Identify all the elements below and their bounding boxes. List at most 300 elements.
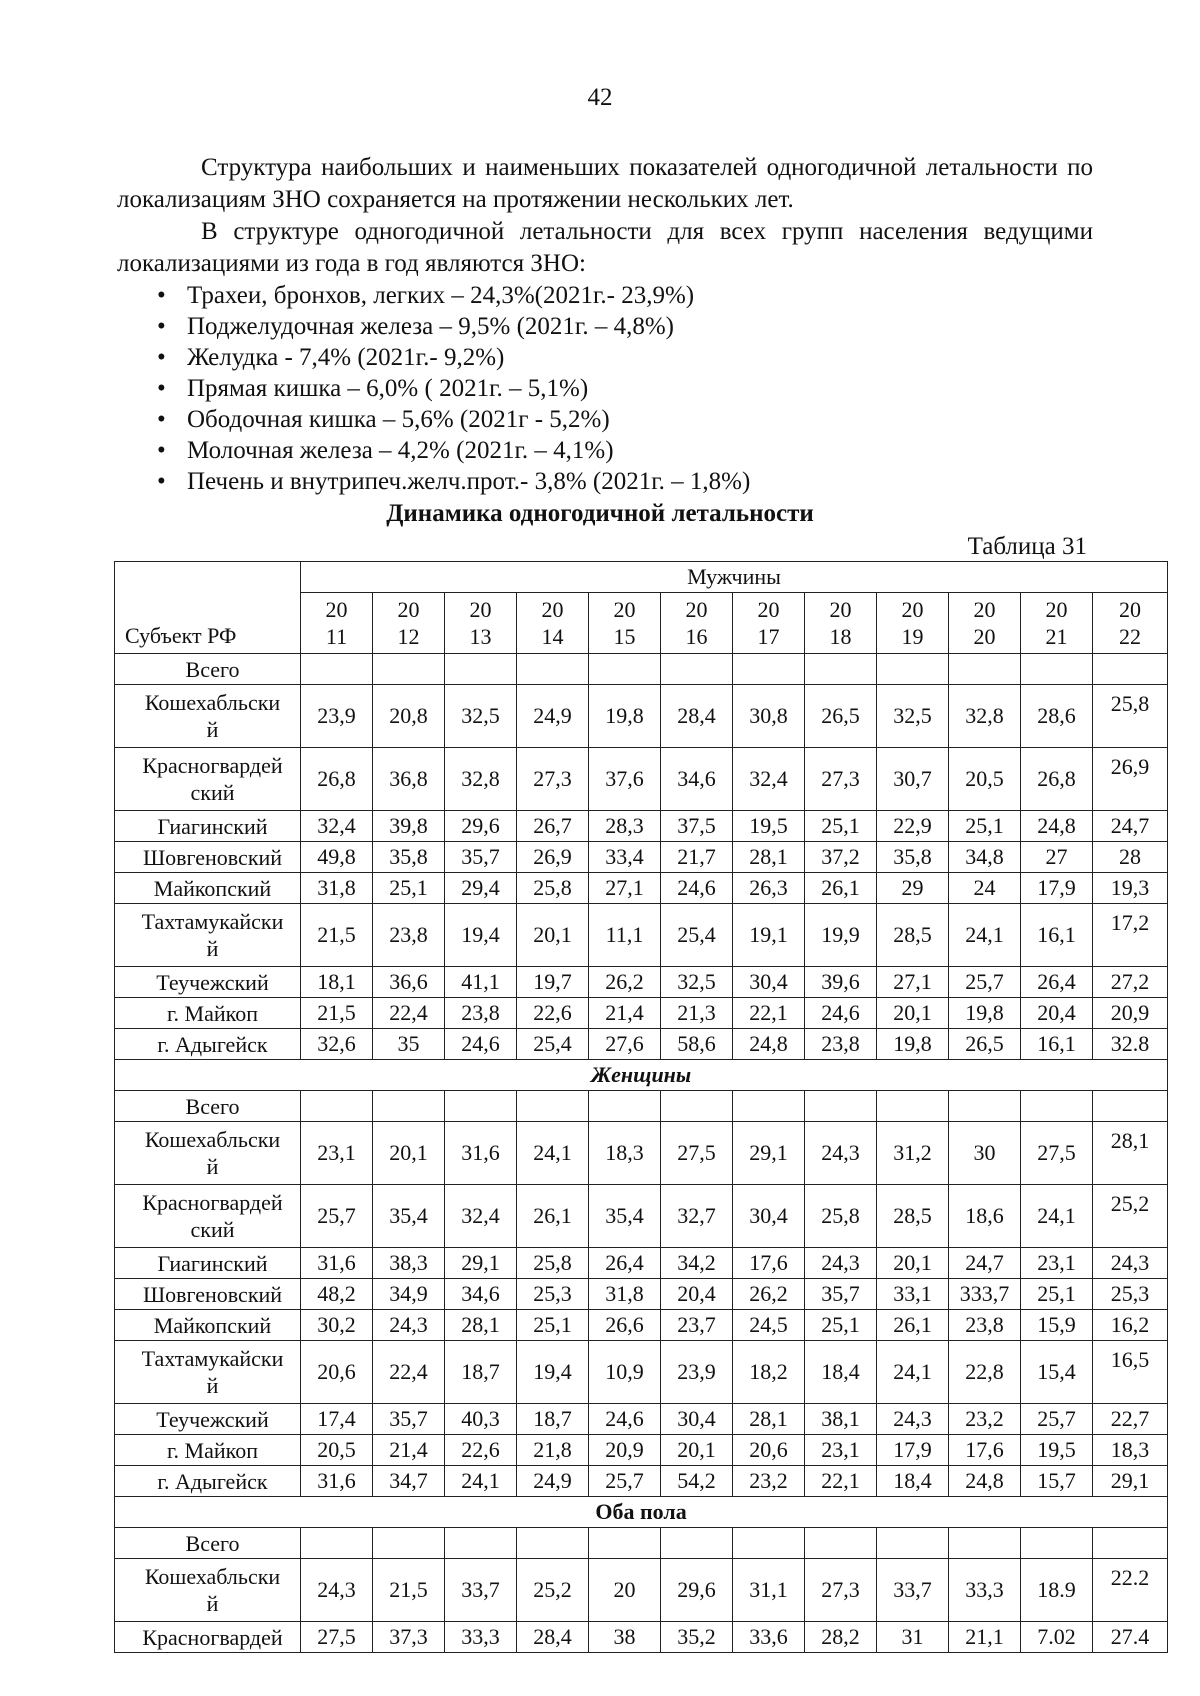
table-cell: 22,7 xyxy=(1093,1404,1168,1435)
table-cell: 20,4 xyxy=(1021,998,1093,1029)
table-cell xyxy=(1093,1091,1168,1122)
table-cell xyxy=(1093,1528,1168,1559)
table-cell: 35,8 xyxy=(373,842,445,873)
table-row xyxy=(115,654,1168,685)
table-cell xyxy=(589,1091,661,1122)
table-cell xyxy=(517,1528,589,1559)
table-cell: 38 xyxy=(589,1622,661,1653)
table-cell: 10,9 xyxy=(589,1341,661,1404)
table-row xyxy=(115,842,1168,873)
table-cell: 21,4 xyxy=(373,1435,445,1466)
table-cell: 24,7 xyxy=(1093,811,1168,842)
year-header-bottom: 22 xyxy=(1119,624,1142,649)
table-cell: 37,3 xyxy=(373,1622,445,1653)
year-header-bottom: 20 xyxy=(973,624,996,649)
table-cell: 26,8 xyxy=(1021,748,1093,811)
table-cell: 20,9 xyxy=(589,1435,661,1466)
table-cell: 20,1 xyxy=(373,1122,445,1185)
table-cell: 19,4 xyxy=(445,904,517,967)
row-name-line: й xyxy=(206,1591,219,1616)
table-cell: 26,2 xyxy=(733,1279,805,1310)
table-cell: 27,5 xyxy=(301,1622,373,1653)
table-cell: 26,9 xyxy=(517,842,589,873)
year-header xyxy=(661,593,733,654)
table-row xyxy=(115,1185,1168,1248)
table-cell: 28,6 xyxy=(1021,685,1093,748)
table-cell: 32,8 xyxy=(949,685,1021,748)
table-header-row xyxy=(115,562,1168,593)
intro-text xyxy=(117,152,1093,497)
row-name xyxy=(115,685,301,748)
table-cell: 15,7 xyxy=(1021,1466,1093,1497)
table-cell: 36,8 xyxy=(373,748,445,811)
table-cell: 34,6 xyxy=(661,748,733,811)
year-header-bottom: 19 xyxy=(901,624,924,649)
row-name: г. Майкоп xyxy=(115,998,301,1029)
table-cell: 34,6 xyxy=(445,1279,517,1310)
year-header-bottom: 17 xyxy=(757,624,780,649)
table-cell: 25,8 xyxy=(517,1248,589,1279)
year-header-bottom: 13 xyxy=(469,624,492,649)
table-cell xyxy=(661,1528,733,1559)
table-cell: 28,4 xyxy=(517,1622,589,1653)
table-cell: 24,6 xyxy=(589,1404,661,1435)
table-row xyxy=(115,998,1168,1029)
table-cell xyxy=(661,1091,733,1122)
row-name xyxy=(115,1559,301,1622)
table-cell: 26,1 xyxy=(877,1310,949,1341)
table-cell xyxy=(949,1091,1021,1122)
table-cell xyxy=(877,654,949,685)
row-name: Теучежский xyxy=(115,967,301,998)
table-cell: 24,1 xyxy=(517,1122,589,1185)
row-name xyxy=(115,904,301,967)
table-cell: 19,8 xyxy=(877,1029,949,1060)
table-cell: 11,1 xyxy=(589,904,661,967)
row-name-line: й xyxy=(206,936,219,961)
table-cell: 28,1 xyxy=(445,1310,517,1341)
year-header-bottom: 21 xyxy=(1045,624,1068,649)
year-header xyxy=(733,593,805,654)
table-cell xyxy=(589,654,661,685)
row-name-line: ский xyxy=(190,780,235,805)
table-cell xyxy=(733,1528,805,1559)
year-header-bottom: 12 xyxy=(397,624,420,649)
table-cell: 20 xyxy=(589,1559,661,1622)
table-cell: 34,8 xyxy=(949,842,1021,873)
table-cell: 37,6 xyxy=(589,748,661,811)
table-cell: 33,4 xyxy=(589,842,661,873)
table-cell: 18,3 xyxy=(1093,1435,1168,1466)
table-cell: 24,1 xyxy=(949,904,1021,967)
table-cell: 34,9 xyxy=(373,1279,445,1310)
table-cell xyxy=(877,1528,949,1559)
table-cell: 22,6 xyxy=(517,998,589,1029)
table-cell: 27,1 xyxy=(589,873,661,904)
table-cell: 35,4 xyxy=(373,1185,445,1248)
table-cell xyxy=(1021,654,1093,685)
table-cell: 25,1 xyxy=(805,811,877,842)
table-cell: 26,7 xyxy=(517,811,589,842)
table-cell: 333,7 xyxy=(949,1279,1021,1310)
section-header: Оба пола xyxy=(115,1497,1168,1528)
table-cell: 19,5 xyxy=(733,811,805,842)
table-row xyxy=(115,1404,1168,1435)
table-cell: 25,8 xyxy=(1093,685,1168,748)
year-header-top: 20 xyxy=(1045,597,1068,622)
table-cell: 18.9 xyxy=(1021,1559,1093,1622)
year-header-bottom: 14 xyxy=(541,624,564,649)
table-cell: 35 xyxy=(373,1029,445,1060)
year-header xyxy=(301,593,373,654)
table-cell: 15,9 xyxy=(1021,1310,1093,1341)
table-cell: 30,4 xyxy=(733,967,805,998)
table-cell: 19,5 xyxy=(1021,1435,1093,1466)
table-cell: 25,1 xyxy=(1021,1279,1093,1310)
table-cell: 34,2 xyxy=(661,1248,733,1279)
year-header xyxy=(805,593,877,654)
table-cell: 20,8 xyxy=(373,685,445,748)
table-cell: 28,1 xyxy=(733,842,805,873)
table-cell: 20,6 xyxy=(301,1341,373,1404)
table-cell: 24,6 xyxy=(661,873,733,904)
table-cell: 32,8 xyxy=(445,748,517,811)
table-row xyxy=(115,873,1168,904)
table-cell xyxy=(373,1091,445,1122)
year-header-bottom: 11 xyxy=(325,624,348,649)
year-header-top: 20 xyxy=(613,597,636,622)
table-cell: 19,8 xyxy=(589,685,661,748)
table-row xyxy=(115,1528,1168,1559)
year-header xyxy=(373,593,445,654)
table-cell xyxy=(301,654,373,685)
list-item: • Поджелудочная железа – 9,5% (2021г. – 4,8%) xyxy=(157,311,1093,342)
table-cell: 16,1 xyxy=(1021,904,1093,967)
table-cell: 22,1 xyxy=(733,998,805,1029)
table-row xyxy=(115,1341,1168,1404)
table-cell: 33,7 xyxy=(877,1559,949,1622)
table-cell: 26,8 xyxy=(301,748,373,811)
row-name-line: Красногвардей xyxy=(142,753,283,778)
row-name-line: й xyxy=(206,1373,219,1398)
table-cell xyxy=(373,654,445,685)
table-cell xyxy=(445,1528,517,1559)
table-cell: 32.8 xyxy=(1093,1029,1168,1060)
table-cell: 24,1 xyxy=(877,1341,949,1404)
table-cell: 31,2 xyxy=(877,1122,949,1185)
table-cell: 18,4 xyxy=(805,1341,877,1404)
table-cell: 28 xyxy=(1093,842,1168,873)
table-cell: 20,1 xyxy=(661,1435,733,1466)
table-cell: 32,6 xyxy=(301,1029,373,1060)
table-row xyxy=(115,1466,1168,1497)
year-header-top: 20 xyxy=(1119,597,1142,622)
table-cell: 20,1 xyxy=(877,998,949,1029)
table-cell: 18,7 xyxy=(517,1404,589,1435)
year-header-top: 20 xyxy=(829,597,852,622)
table-cell: 30,4 xyxy=(661,1404,733,1435)
table-cell: 29,1 xyxy=(733,1122,805,1185)
table-cell: 26,5 xyxy=(949,1029,1021,1060)
list-item: • Трахеи, бронхов, легких – 24,3%(2021г.- 23,9%) xyxy=(157,280,1093,311)
table-cell: 25,2 xyxy=(1093,1185,1168,1248)
year-header-top: 20 xyxy=(901,597,924,622)
table-cell: 20,6 xyxy=(733,1435,805,1466)
row-name: Гиагинский xyxy=(115,1248,301,1279)
list-item: • Печень и внутрипеч.желч.прот.- 3,8% (2021г. – 1,8%) xyxy=(157,466,1093,497)
table-cell xyxy=(301,1528,373,1559)
year-header-top: 20 xyxy=(757,597,780,622)
row-name: Всего xyxy=(115,1091,301,1122)
table-cell: 32,7 xyxy=(661,1185,733,1248)
table-cell: 19,3 xyxy=(1093,873,1168,904)
table-cell: 30 xyxy=(949,1122,1021,1185)
table-cell: 25,7 xyxy=(589,1466,661,1497)
table-cell xyxy=(517,1091,589,1122)
table-row xyxy=(115,748,1168,811)
table-cell: 26,4 xyxy=(1021,967,1093,998)
table-cell: 26,2 xyxy=(589,967,661,998)
section-header: Женщины xyxy=(115,1060,1168,1091)
table-cell: 23,2 xyxy=(949,1404,1021,1435)
table-cell: 21,7 xyxy=(661,842,733,873)
table-cell: 30,4 xyxy=(733,1185,805,1248)
table-cell: 17,2 xyxy=(1093,904,1168,967)
table-cell: 24,3 xyxy=(373,1310,445,1341)
table-cell: 28,3 xyxy=(589,811,661,842)
table-cell: 36,6 xyxy=(373,967,445,998)
table-cell xyxy=(733,654,805,685)
table-cell: 22,9 xyxy=(877,811,949,842)
row-name-line: й xyxy=(206,1154,219,1179)
table-cell: 19,7 xyxy=(517,967,589,998)
table-cell: 24,7 xyxy=(949,1248,1021,1279)
table-cell xyxy=(517,654,589,685)
row-name-line: Кошехабльски xyxy=(144,1127,281,1152)
row-name-line: Кошехабльски xyxy=(144,1564,281,1589)
intro-paragraph-1: Структура наибольших и наименьших показателей одногодичной летальности по локализациям ЗНО сохраняется на протяжении нескольких лет. xyxy=(117,154,1093,213)
table-cell: 37,2 xyxy=(805,842,877,873)
table-cell: 16,1 xyxy=(1021,1029,1093,1060)
table-cell: 23,9 xyxy=(301,685,373,748)
table-cell: 25,3 xyxy=(517,1279,589,1310)
table-cell: 16,5 xyxy=(1093,1341,1168,1404)
table-cell: 27,3 xyxy=(805,748,877,811)
table-cell: 26,1 xyxy=(517,1185,589,1248)
table-cell: 23,1 xyxy=(805,1435,877,1466)
table-cell: 29,1 xyxy=(445,1248,517,1279)
table-cell: 25,1 xyxy=(949,811,1021,842)
table-cell: 22.2 xyxy=(1093,1559,1168,1622)
row-name xyxy=(115,1341,301,1404)
table-cell: 32,5 xyxy=(661,967,733,998)
table-cell: 49,8 xyxy=(301,842,373,873)
table-cell xyxy=(949,1528,1021,1559)
table-cell: 18,6 xyxy=(949,1185,1021,1248)
table-cell: 27,5 xyxy=(1021,1122,1093,1185)
table-cell: 21,1 xyxy=(949,1622,1021,1653)
table-cell: 26,5 xyxy=(805,685,877,748)
table-cell: 20,5 xyxy=(301,1435,373,1466)
table-cell: 27,5 xyxy=(661,1122,733,1185)
year-header-bottom: 16 xyxy=(685,624,708,649)
table-cell: 58,6 xyxy=(661,1029,733,1060)
table-cell: 23,1 xyxy=(1021,1248,1093,1279)
section-row xyxy=(115,1497,1168,1528)
table-cell: 27,3 xyxy=(805,1559,877,1622)
table-cell: 25,1 xyxy=(373,873,445,904)
list-item: • Желудка - 7,4% (2021г.- 9,2%) xyxy=(157,342,1093,373)
table-cell: 23,9 xyxy=(661,1341,733,1404)
table-cell: 31,1 xyxy=(733,1559,805,1622)
table-row xyxy=(115,1559,1168,1622)
table-cell: 24,9 xyxy=(517,685,589,748)
table-cell xyxy=(445,1091,517,1122)
table-cell: 29 xyxy=(877,873,949,904)
table-cell: 23,1 xyxy=(301,1122,373,1185)
table-cell: 21,3 xyxy=(661,998,733,1029)
table-cell: 19,8 xyxy=(949,998,1021,1029)
table-cell: 24,3 xyxy=(877,1404,949,1435)
table-cell: 33,3 xyxy=(445,1622,517,1653)
list-item: • Ободочная кишка – 5,6% (2021г - 5,2%) xyxy=(157,404,1093,435)
row-name xyxy=(115,748,301,811)
table-cell: 19,4 xyxy=(517,1341,589,1404)
table-cell: 20,1 xyxy=(877,1248,949,1279)
table-cell: 17,6 xyxy=(949,1435,1021,1466)
table-cell: 34,7 xyxy=(373,1466,445,1497)
table-cell: 23,2 xyxy=(733,1466,805,1497)
table-title: Динамика одногодичной летальности xyxy=(386,500,814,527)
table-cell: 30,8 xyxy=(733,685,805,748)
table-cell: 25,8 xyxy=(517,873,589,904)
table-cell: 32,4 xyxy=(445,1185,517,1248)
table-row xyxy=(115,1029,1168,1060)
table-cell: 38,1 xyxy=(805,1404,877,1435)
table-cell: 40,3 xyxy=(445,1404,517,1435)
table-cell: 27,2 xyxy=(1093,967,1168,998)
table-cell: 27,1 xyxy=(877,967,949,998)
table-cell: 29,1 xyxy=(1093,1466,1168,1497)
table-cell: 23,8 xyxy=(373,904,445,967)
table-cell: 29,6 xyxy=(445,811,517,842)
year-header xyxy=(589,593,661,654)
table-cell: 21,5 xyxy=(301,904,373,967)
table-cell: 31 xyxy=(877,1622,949,1653)
table-cell: 22,1 xyxy=(805,1466,877,1497)
table-cell: 24,5 xyxy=(733,1310,805,1341)
table-cell xyxy=(949,654,1021,685)
table-cell: 22,4 xyxy=(373,1341,445,1404)
table-cell: 30,2 xyxy=(301,1310,373,1341)
table-cell xyxy=(805,1528,877,1559)
table-cell: 26,4 xyxy=(589,1248,661,1279)
year-header-bottom: 15 xyxy=(613,624,636,649)
table-cell: 24,8 xyxy=(1021,811,1093,842)
page-number: 42 xyxy=(587,84,613,111)
table-cell: 33,6 xyxy=(733,1622,805,1653)
year-header xyxy=(1021,593,1093,654)
table-cell: 35,4 xyxy=(589,1185,661,1248)
row-name-line: й xyxy=(206,717,219,742)
table-row xyxy=(115,967,1168,998)
table-cell: 27 xyxy=(1021,842,1093,873)
row-name: Всего xyxy=(115,1528,301,1559)
table-cell: 38,3 xyxy=(373,1248,445,1279)
table-cell: 28,5 xyxy=(877,1185,949,1248)
table-cell: 25,8 xyxy=(805,1185,877,1248)
table-cell: 20,4 xyxy=(661,1279,733,1310)
table-cell: 20,5 xyxy=(949,748,1021,811)
table-cell: 17,6 xyxy=(733,1248,805,1279)
table-cell: 21,8 xyxy=(517,1435,589,1466)
table-cell: 31,6 xyxy=(301,1466,373,1497)
table-row xyxy=(115,1279,1168,1310)
row-name xyxy=(115,1122,301,1185)
table-row xyxy=(115,1248,1168,1279)
table-cell xyxy=(877,1091,949,1122)
table-cell: 23,8 xyxy=(949,1310,1021,1341)
table-cell: 18,2 xyxy=(733,1341,805,1404)
year-header xyxy=(949,593,1021,654)
table-cell: 24,1 xyxy=(1021,1185,1093,1248)
table-cell xyxy=(733,1091,805,1122)
row-name: г. Адыгейск xyxy=(115,1466,301,1497)
table-cell: 28,4 xyxy=(661,685,733,748)
table-cell: 31,6 xyxy=(445,1122,517,1185)
lethality-table xyxy=(114,561,1168,1653)
year-header-bottom: 18 xyxy=(829,624,852,649)
row-name: Теучежский xyxy=(115,1404,301,1435)
table-cell xyxy=(301,1091,373,1122)
table-cell: 21,5 xyxy=(373,1559,445,1622)
row-name: Майкопский xyxy=(115,873,301,904)
table-cell: 24,1 xyxy=(445,1466,517,1497)
subject-header: Субъект РФ xyxy=(115,562,301,654)
list-item: • Молочная железа – 4,2% (2021г. – 4,1%) xyxy=(157,435,1093,466)
table-cell xyxy=(589,1528,661,1559)
table-cell: 23,7 xyxy=(661,1310,733,1341)
list-item: • Прямая кишка – 6,0% ( 2021г. – 5,1%) xyxy=(157,373,1093,404)
table-cell: 35,7 xyxy=(445,842,517,873)
table-cell: 41,1 xyxy=(445,967,517,998)
table-cell: 19,9 xyxy=(805,904,877,967)
table-cell: 32,5 xyxy=(877,685,949,748)
row-name-line: Красногвардей xyxy=(142,1190,283,1215)
table-cell: 15,4 xyxy=(1021,1341,1093,1404)
table-cell: 39,8 xyxy=(373,811,445,842)
table-cell: 25,7 xyxy=(301,1185,373,1248)
table-cell: 17,4 xyxy=(301,1404,373,1435)
table-cell: 28,1 xyxy=(1093,1122,1168,1185)
table-cell: 27.4 xyxy=(1093,1622,1168,1653)
table-cell: 18,1 xyxy=(301,967,373,998)
table-cell: 25,1 xyxy=(805,1310,877,1341)
table-cell: 23,8 xyxy=(805,1029,877,1060)
table-cell: 24,6 xyxy=(445,1029,517,1060)
table-cell: 26,6 xyxy=(589,1310,661,1341)
table-cell: 24,3 xyxy=(805,1122,877,1185)
table-cell: 23,8 xyxy=(445,998,517,1029)
table-cell: 32,4 xyxy=(733,748,805,811)
table-cell xyxy=(805,654,877,685)
table-cell xyxy=(1093,654,1168,685)
table-cell: 33,7 xyxy=(445,1559,517,1622)
row-name: Красногвардей xyxy=(115,1622,301,1653)
table-cell: 25,4 xyxy=(661,904,733,967)
row-name-line: Тахтамукайски xyxy=(141,909,284,934)
table-cell: 22,6 xyxy=(445,1435,517,1466)
